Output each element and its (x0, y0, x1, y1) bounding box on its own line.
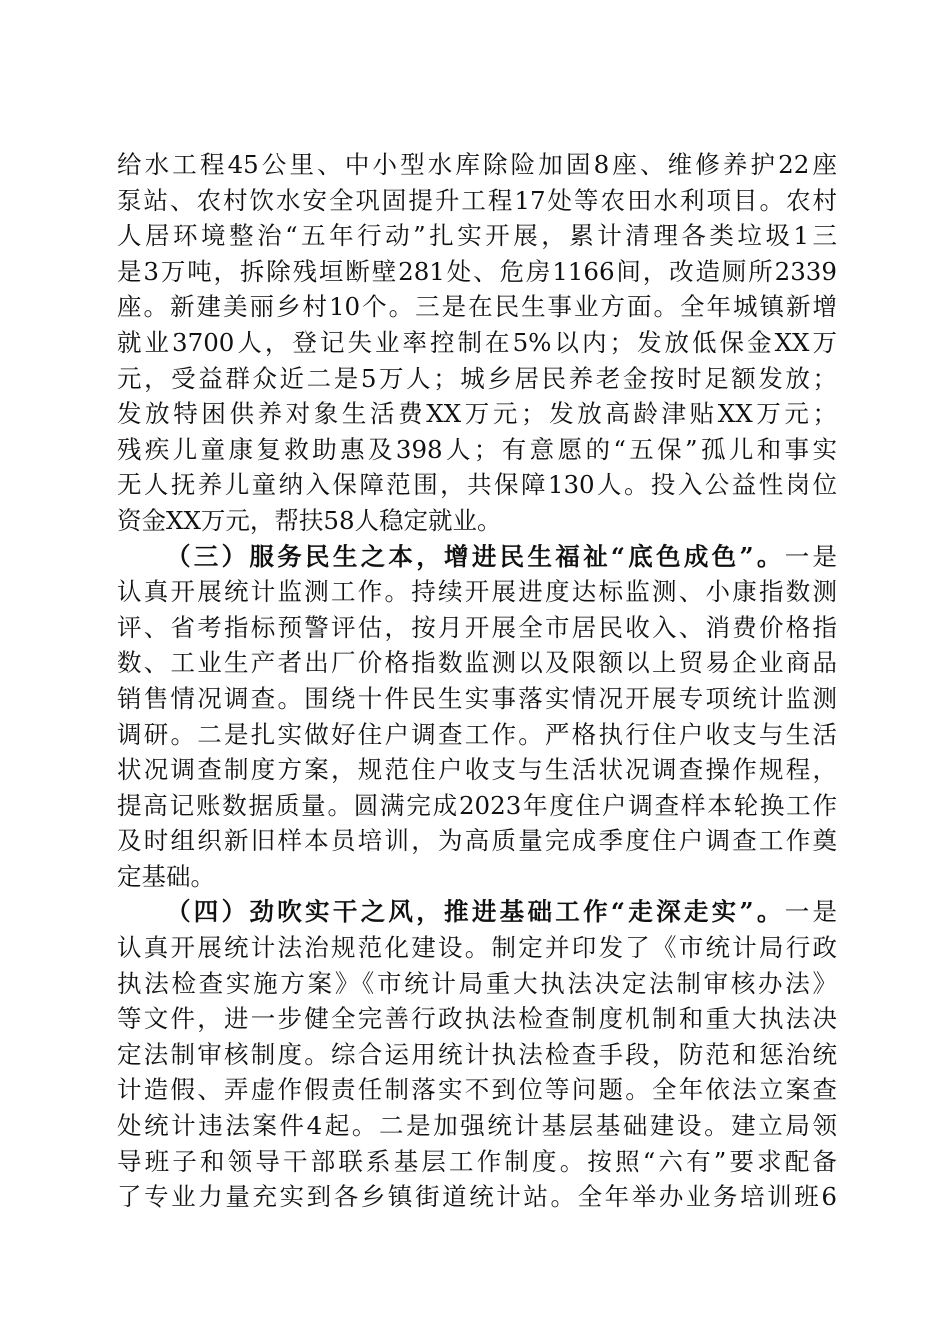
section-heading-line (117, 539, 837, 575)
text-line: 处统计违法案件4起。二是加强统计基层基础建设。建立局领 (117, 1111, 837, 1141)
text-line: 发放特困供养对象生活费XX万元；发放高龄津贴XX万元； (117, 399, 837, 429)
text-line: 定法制审核制度。综合运用统计执法检查手段，防范和惩治统 (117, 1039, 837, 1069)
text-line: 了专业力量充实到各乡镇街道统计站。全年举办业务培训班6 (117, 1182, 837, 1212)
text-line: 泵站、农村饮水安全巩固提升工程17处等农田水利项目。农村 (117, 185, 837, 215)
text-line: 执法检查实施方案》《市统计局重大执法决定法制审核办法》 (117, 968, 837, 998)
text-fragment: 一是 (784, 541, 838, 571)
text-line: 认真开展统计法治规范化建设。制定并印发了《市统计局行政 (117, 933, 837, 963)
text-line: 给水工程45公里、中小型水库除险加固8座、维修养护22座 (117, 150, 837, 179)
text-line: 就业3700人，登记失业率控制在5%以内；发放低保金XX万 (117, 327, 837, 357)
text-line: 无人抚养儿童纳入保障范围，共保障130人。投入公益性岗位 (117, 470, 837, 500)
text-line: 计造假、弄虚作假责任制落实不到位等问题。全年依法立案查 (117, 1075, 837, 1105)
text-line: 残疾儿童康复救助惠及398人；有意愿的“五保”孤儿和事实 (117, 434, 837, 464)
text-line: 销售情况调查。围绕十件民生实事落实情况开展专项统计监测 (117, 683, 837, 713)
text-fragment: 一是 (784, 897, 838, 927)
text-line: 及时组织新旧样本员培训，为高质量完成季度住户调查工作奠 (117, 826, 837, 856)
text-line: 认真开展统计监测工作。持续开展进度达标监测、小康指数测 (117, 577, 837, 607)
document-body (117, 147, 837, 1215)
text-line: 数、工业生产者出厂价格指数监测以及限额以上贸易企业商品 (117, 648, 837, 678)
text-line: 座。新建美丽乡村10个。三是在民生事业方面。全年城镇新增 (117, 292, 837, 322)
text-line: 是3万吨，拆除残垣断壁281处、危房1166间，改造厕所2339 (117, 256, 837, 286)
text-line: 评、省考指标预警评估，按月开展全市居民收入、消费价格指 (117, 612, 837, 642)
section-heading-three: （三）服务民生之本，增进民生福祉“底色成色”。 (166, 541, 785, 571)
text-line: 调研。二是扎实做好住户调查工作。严格执行住户收支与生活 (117, 719, 837, 749)
section-heading-four: （四）劲吹实干之风，推进基础工作“走深走实”。 (166, 897, 785, 927)
text-line: 人居环境整治“五年行动”扎实开展，累计清理各类垃圾1三 (117, 221, 837, 251)
text-line: 资金XX万元，帮扶58人稳定就业。 (117, 505, 502, 535)
section-heading-line (117, 894, 837, 930)
text-line: 元，受益群众近二是5万人；城乡居民养老金按时足额发放； (117, 363, 837, 393)
text-line: 状况调查制度方案，规范住户收支与生活状况调查操作规程， (117, 755, 837, 785)
text-line: 等文件，进一步健全完善行政执法检查制度机制和重大执法决 (117, 1004, 837, 1034)
text-line: 定基础。 (117, 861, 215, 891)
text-line: 导班子和领导干部联系基层工作制度。按照“六有”要求配备 (117, 1146, 837, 1176)
text-line: 提高记账数据质量。圆满完成2023年度住户调查样本轮换工作 (117, 790, 837, 820)
